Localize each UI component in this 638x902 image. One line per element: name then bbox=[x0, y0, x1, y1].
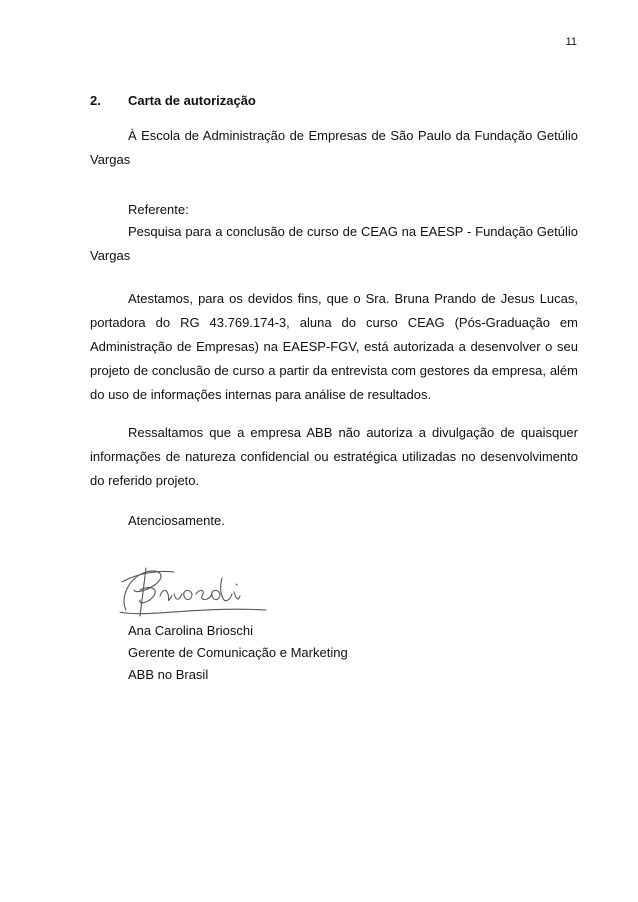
handwritten-signature bbox=[116, 560, 276, 622]
signatory-organization: ABB no Brasil bbox=[128, 667, 209, 682]
signatory-role: Gerente de Comunicação e Marketing bbox=[128, 645, 348, 660]
attestation-paragraph: Atestamos, para os devidos fins, que o Sra. Bruna Prando de Jesus Lucas, portadora do RG 43.769.174-3, aluna do curso CEAG (Pós-Graduação em Administração de Empresas) na EAESP-FGV, está autorizada a desenvolver o seu projeto de conclusão de curso a partir da entrevista com gestores da empresa, além do uso de informações internas para análise de resultados. bbox=[90, 291, 578, 402]
page-number: 11 bbox=[565, 36, 577, 48]
section-number: 2. bbox=[90, 93, 101, 108]
reference-paragraph: Pesquisa para a conclusão de curso de CEAG na EAESP - Fundação Getúlio Vargas bbox=[90, 224, 578, 263]
signatory-name: Ana Carolina Brioschi bbox=[128, 623, 254, 638]
addressee-paragraph: À Escola de Administração de Empresas de São Paulo da Fundação Getúlio Vargas bbox=[90, 128, 578, 167]
section-heading bbox=[90, 93, 256, 108]
restriction-paragraph: Ressaltamos que a empresa ABB não autoriza a divulgação de quaisquer informações de natureza confidencial ou estratégica utilizadas no desenvolvimento do referido projeto. bbox=[90, 425, 578, 488]
section-title: Carta de autorização bbox=[128, 93, 256, 108]
reference-label: Referente: bbox=[128, 202, 189, 217]
closing-line: Atenciosamente. bbox=[128, 513, 225, 528]
